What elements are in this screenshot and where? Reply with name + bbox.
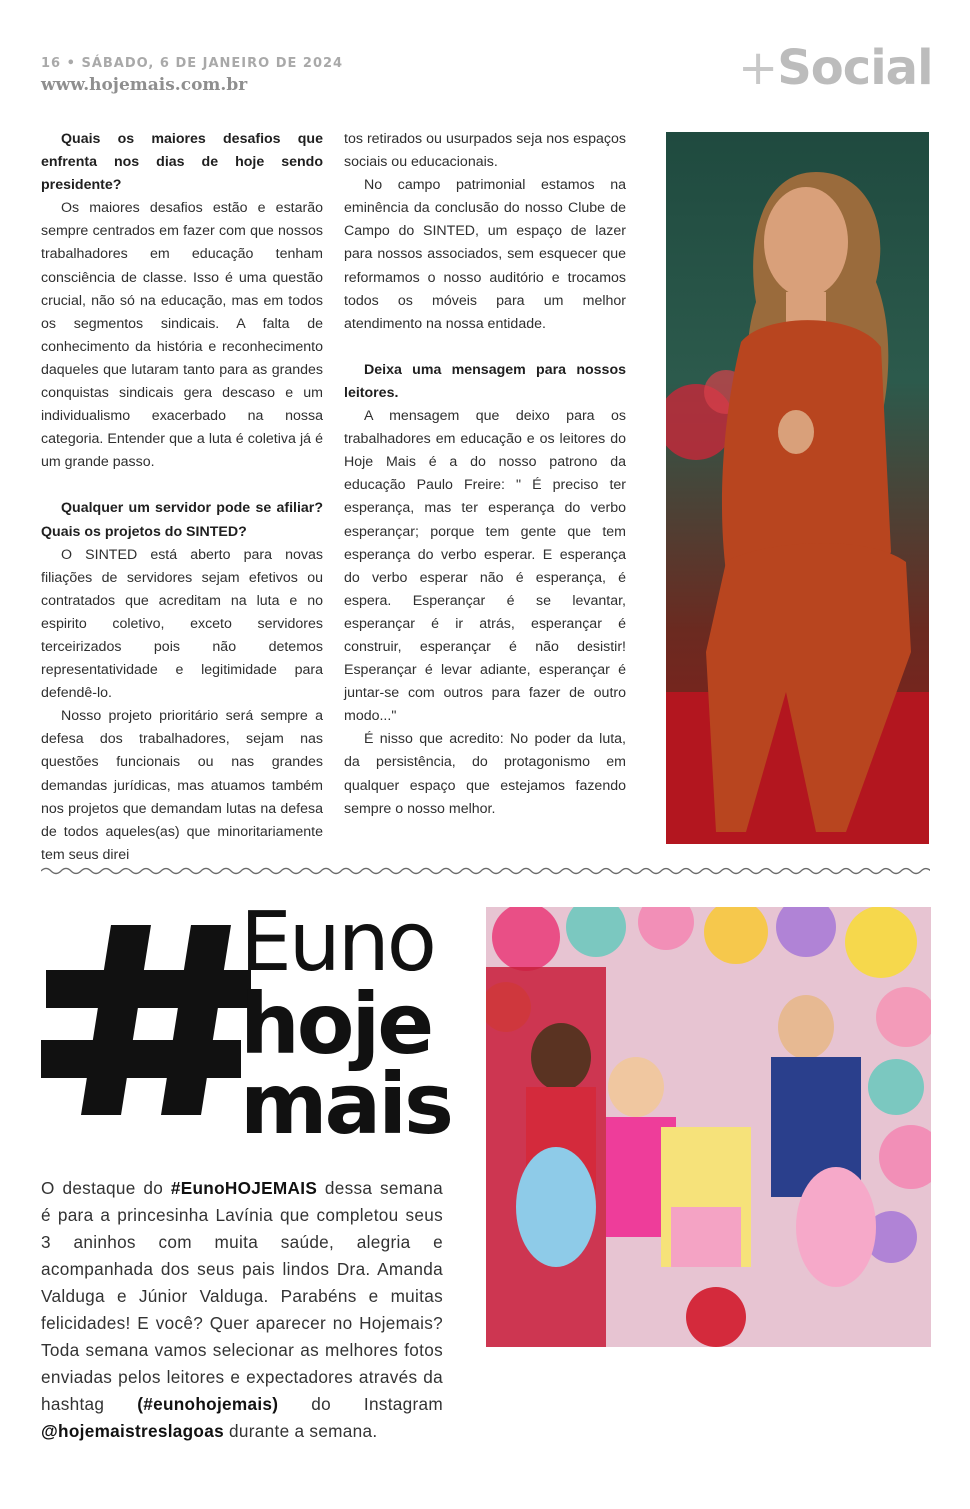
birthday-photo — [486, 907, 931, 1467]
logo-mais: mais — [240, 1055, 452, 1153]
section-plus: + — [738, 40, 778, 96]
feature-body-1: dessa semana é para a princesinha Lavínia que completou seus 3 aninhos com muita saúde, alegria e acompanhada dos seus pais lindos Dra. Amanda Valduga e Júnior Valduga. Parabéns e muitas felicidades! E você? Quer aparecer no Hojemais? Toda semana vamos selecionar as melhores fotos enviadas pelos leitores e expectadores através da hashtag — [41, 1178, 443, 1414]
answer-2-paragraph-2-start: Nosso projeto prioritário será sempre a defesa dos trabalhadores, sejam nas questões funcionais ou nas grandes demandas jurídicas, mas atuamos também nos projetos que demandam lutas na defesa de todos aqueles(as) que minoritariamente tem seus direi — [41, 708, 323, 863]
section-divider — [41, 866, 930, 876]
site-url[interactable]: www.hojemais.com.br — [41, 75, 248, 95]
answer-3-paragraph-1: A mensagem que deixo para os trabalhadores em educação e os leitores do Hoje Mais é a do nosso patrono da educação Paulo Freire: " É preciso ter esperança, mas ter esperança do verbo esperançar; porque tem gente que tem esperança do verbo esperar. E esperança do verbo esperar não é esperança, é espera. Esperançar é se levantar, esperançar é ir atrás, esperançar é construir, esperançar é não desistir! Esperançar é levar adiante, esperançar é juntar-se com outros para fazer de outro modo..." — [344, 408, 626, 725]
interview-column-1 — [41, 128, 323, 867]
hashtag-icon — [41, 915, 251, 1125]
answer-1: Os maiores desafios estão e estarão sempre centrados em fazer com que nossos trabalhadores em educação tenham consciência de classe. Isso é uma questão crucial, não só na educação, mas em todos os segmentos sindicais. A falta de conhecimento da história e reconhecimento daqueles que lutaram tanto para as grandes conquistas sindicais gera descaso e um individualismo exacerbado na nossa categoria. Entender que a luta é coletiva já é um grande passo. — [41, 200, 323, 471]
logo-hoje: hoje — [240, 975, 432, 1073]
feature-text — [41, 1175, 443, 1445]
question-1: Quais os maiores desafios que enfrenta nos dias de hoje sendo presidente? — [41, 131, 323, 194]
birthday-illustration — [486, 907, 931, 1467]
feature-hashtag-2[interactable]: (#eunohojemais) — [137, 1394, 279, 1414]
question-3: Deixa uma mensagem para nossos leitores. — [344, 361, 626, 401]
instagram-handle[interactable]: @hojemaistreslagoas — [41, 1421, 224, 1441]
question-2: Qualquer um servidor pode se afiliar? Quais os projetos do SINTED? — [41, 500, 323, 540]
feature-body-2: do Instagram — [278, 1394, 443, 1414]
answer-2-paragraph-1: O SINTED está aberto para novas filiações de servidores sejam efetivos ou contratados que acreditam na luta e no espirito coletivo, exceto servidores terceirizados pois não detemos representatividade e legitimidade para defendê-lo. — [41, 546, 323, 702]
answer-2-paragraph-3: No campo patrimonial estamos na eminência da conclusão do nosso Clube de Campo do SINTED, um espaço de lazer para nossos associados, sem esquecer que reformamos o nosso auditório e trocamos todos os móveis para um melhor atendimento na nossa entidade. — [344, 177, 626, 332]
portrait-illustration — [666, 132, 929, 844]
page-meta: 16 • SÁBADO, 6 DE JANEIRO DE 2024 — [41, 56, 344, 71]
portrait-photo — [666, 132, 929, 844]
interview-column-2 — [344, 128, 626, 821]
section-title — [738, 40, 933, 96]
section-name: Social — [777, 40, 933, 96]
feature-body-3: durante a semana. — [223, 1421, 378, 1441]
answer-2-paragraph-2-end: tos retirados ou usurpados seja nos espaços sociais ou educacionais. — [344, 131, 626, 171]
feature-intro: O destaque do — [41, 1178, 171, 1198]
answer-3-paragraph-2: É nisso que acredito: No poder da luta, da persistência, do protagonismo em qualquer espaço que estejamos fazendo sempre o nosso melhor. — [344, 731, 626, 817]
logo-euno: Euno — [240, 895, 434, 990]
feature-hashtag[interactable]: #EunoHOJEMAIS — [170, 1178, 318, 1198]
